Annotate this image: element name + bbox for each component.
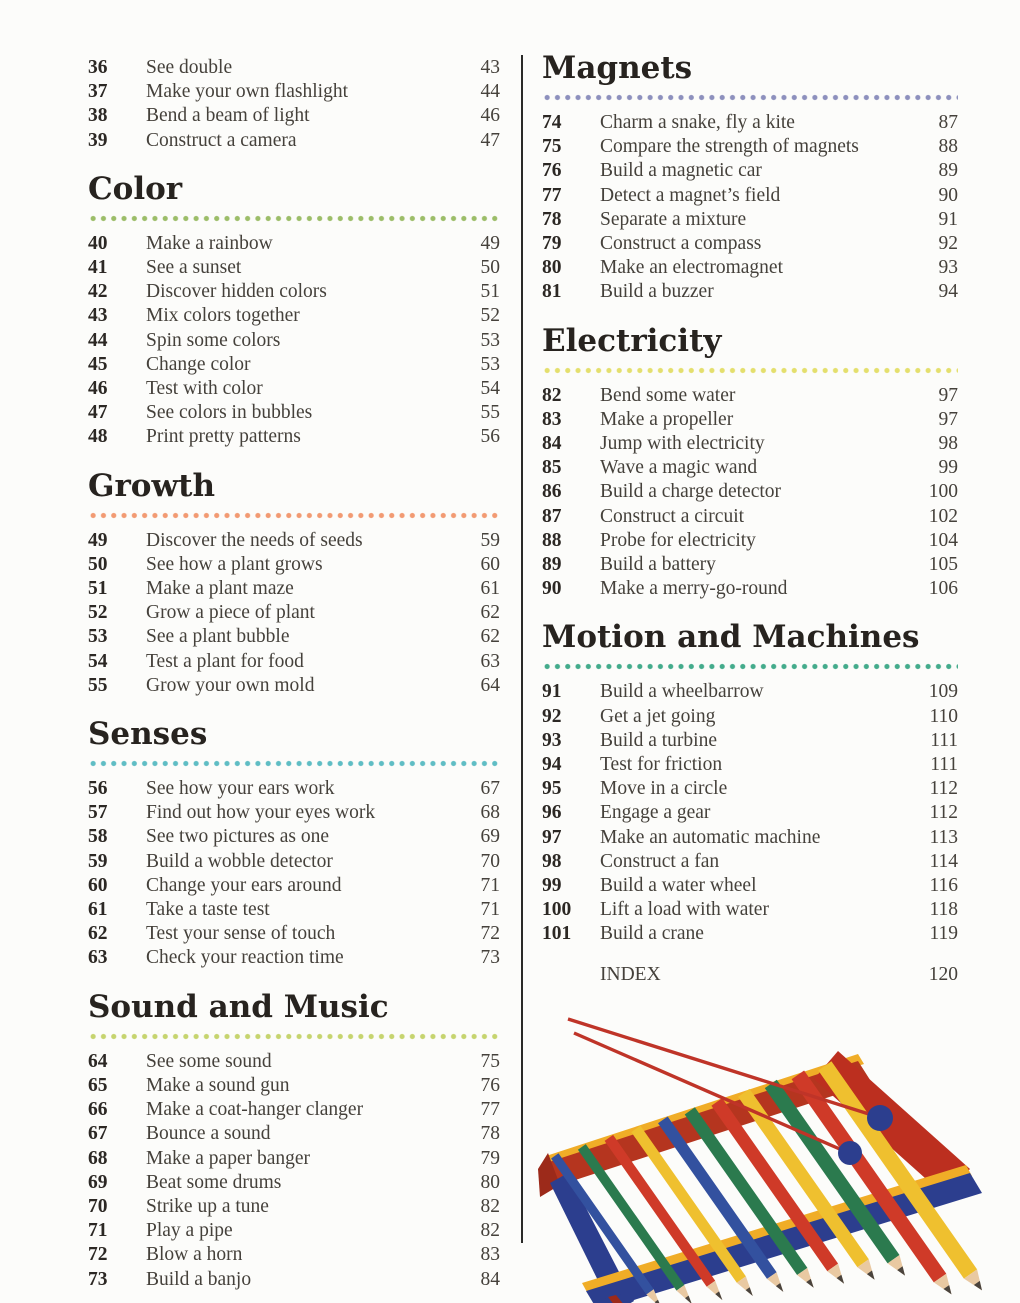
toc-item-page: 99 [938, 457, 958, 479]
toc-item-title: Change your ears around [146, 874, 342, 896]
toc-item-number: 70 [88, 1195, 108, 1217]
toc-item-number: 59 [88, 850, 108, 872]
toc-row [542, 111, 958, 135]
toc-item-title: Play a pipe [146, 1220, 233, 1242]
toc-item-number: 95 [542, 778, 562, 800]
toc-item-title: Compare the strength of magnets [600, 136, 859, 158]
toc-item-page: 55 [480, 402, 500, 424]
toc-item-page: 113 [929, 826, 958, 848]
toc-item-number: 96 [542, 802, 562, 824]
toc-item-title: Move in a circle [600, 778, 728, 800]
toc-item-page: 73 [480, 947, 500, 969]
toc-row [542, 432, 958, 456]
toc-row [542, 256, 958, 280]
toc-item-number: 91 [542, 681, 562, 703]
toc-item-title: Build a crane [600, 923, 704, 945]
toc-item-number: 80 [542, 257, 562, 279]
toc-row [542, 729, 958, 753]
toc-row [542, 232, 958, 256]
toc-item-page: 105 [928, 554, 958, 576]
toc-item-title: Make an automatic machine [600, 826, 821, 848]
toc-item-page: 78 [480, 1123, 500, 1145]
toc-item-title: Make a paper banger [146, 1147, 311, 1169]
toc-item-number: 56 [88, 778, 108, 800]
toc-row [88, 104, 500, 128]
toc-item-number: 48 [88, 426, 108, 448]
toc-item-title: Build a magnetic car [600, 160, 762, 182]
toc-row [542, 826, 958, 850]
toc-item-page: 114 [929, 850, 958, 872]
toc-row [542, 705, 958, 729]
toc-item-number: 97 [542, 826, 562, 848]
toc-item-number: 41 [88, 257, 108, 279]
toc-row [88, 625, 500, 649]
section-heading-magnets: Magnets [542, 50, 693, 86]
toc-item-title: See some sound [146, 1050, 272, 1072]
dotted-rule [88, 215, 500, 222]
toc-row [88, 850, 500, 874]
toc-row [542, 480, 958, 504]
toc-item-number: 78 [542, 208, 562, 230]
toc-row [542, 801, 958, 825]
toc-item-title: See double [146, 57, 233, 78]
toc-item-title: Discover hidden colors [146, 281, 327, 303]
toc-item-title: Discover the needs of seeds [146, 529, 363, 551]
toc-item-page: 46 [480, 105, 500, 127]
toc-row [88, 232, 500, 256]
toc-item-title: Build a turbine [600, 729, 717, 751]
pencil-xylophone-drawing [538, 1001, 990, 1303]
column-divider-rule [521, 55, 523, 1243]
toc-item-title: Build a water wheel [600, 875, 757, 897]
toc-section-electricity [542, 321, 958, 602]
toc-item-number: 54 [88, 650, 108, 672]
section-heading-growth: Growth [88, 467, 216, 504]
dotted-rule [88, 1033, 500, 1040]
toc-item-title: Test a plant for food [146, 650, 304, 672]
toc-item-number: 62 [88, 923, 108, 945]
toc-item-number: 87 [542, 505, 562, 527]
toc-item-number: 88 [542, 529, 562, 551]
toc-row [88, 577, 500, 601]
toc-item-number: 94 [542, 754, 562, 776]
toc-row [542, 680, 958, 704]
toc-item-number: 92 [542, 705, 562, 727]
toc-item-title: Spin some colors [146, 329, 281, 351]
toc-row [88, 553, 500, 577]
section-heading-electricity: Electricity [542, 322, 722, 359]
toc-item-title: Bounce a sound [146, 1123, 271, 1145]
toc-section-sound-and-music [88, 987, 500, 1292]
toc-item-title: Grow a piece of plant [146, 602, 315, 624]
toc-row [88, 1122, 500, 1146]
toc-item-number: 89 [542, 554, 562, 576]
section-heading-senses: Senses [88, 716, 208, 753]
toc-item-title: INDEX [600, 963, 661, 985]
toc-row [542, 384, 958, 408]
toc-item-title: Make a rainbow [146, 232, 273, 254]
toc-item-page: 75 [480, 1050, 500, 1072]
toc-row [88, 377, 500, 401]
toc-item-page: 64 [480, 674, 500, 696]
toc-row [88, 946, 500, 970]
toc-item-number: 100 [542, 899, 572, 921]
toc-row [542, 874, 958, 898]
toc-row [88, 898, 500, 922]
toc-item-title: Separate a mixture [600, 208, 747, 230]
toc-item-number: 83 [542, 408, 562, 430]
toc-row [88, 329, 500, 353]
toc-item-page: 62 [480, 626, 500, 648]
toc-item-number: 38 [88, 105, 108, 127]
toc-item-title: Find out how your eyes work [146, 802, 376, 824]
toc-item-number: 73 [88, 1268, 108, 1290]
toc-item-title: Construct a fan [600, 850, 720, 872]
toc-item-page: 53 [480, 353, 500, 375]
dotted-rule [88, 512, 500, 519]
toc-item-title: Make your own flashlight [146, 81, 349, 103]
toc-item-title: Engage a gear [600, 802, 711, 824]
toc-item-title: Build a banjo [146, 1268, 252, 1290]
toc-row [88, 529, 500, 553]
toc-item-number: 72 [88, 1244, 108, 1266]
toc-column-left [88, 56, 500, 1292]
toc-item-page: 69 [480, 826, 500, 848]
toc-row [88, 425, 500, 449]
toc-item-page: 76 [480, 1074, 500, 1096]
toc-item-number: 37 [88, 81, 108, 103]
toc-item-page: 110 [929, 705, 958, 727]
dotted-rule [88, 760, 500, 767]
toc-item-number: 76 [542, 160, 562, 182]
toc-item-title: See how your ears work [146, 778, 335, 800]
toc-item-number: 49 [88, 529, 108, 551]
toc-section-color [88, 169, 500, 450]
toc-row [542, 922, 958, 946]
toc-row [542, 208, 958, 232]
toc-item-number: 60 [88, 874, 108, 896]
toc-item-number: 64 [88, 1050, 108, 1072]
toc-item-page: 83 [480, 1244, 500, 1266]
toc-item-page: 53 [480, 329, 500, 351]
toc-item-title: Strike up a tune [146, 1195, 269, 1217]
toc-row [88, 353, 500, 377]
toc-item-number: 86 [542, 481, 562, 503]
toc-row [542, 529, 958, 553]
toc-item-page: 62 [480, 602, 500, 624]
toc-item-page: 118 [929, 899, 958, 921]
toc-section-senses [88, 714, 500, 971]
section-heading-sound-and-music: Sound and Music [88, 988, 389, 1025]
toc-item-number: 44 [88, 329, 108, 351]
toc-item-page: 98 [938, 433, 958, 455]
toc-item-title: Make a merry-go-round [600, 578, 788, 600]
toc-item-title: See colors in bubbles [146, 402, 313, 424]
toc-row [88, 1243, 500, 1267]
toc-row [88, 56, 500, 80]
toc-row [88, 129, 500, 153]
toc-item-page: 79 [480, 1147, 500, 1169]
toc-item-title: See a plant bubble [146, 626, 290, 648]
toc-item-page: 120 [928, 963, 958, 985]
dotted-rule [542, 94, 958, 101]
toc-item-page: 51 [480, 281, 500, 303]
toc-item-title: Make a plant maze [146, 578, 294, 600]
toc-item-number: 77 [542, 184, 562, 206]
toc-item-title: Test your sense of touch [146, 923, 336, 945]
toc-item-number: 52 [88, 602, 108, 624]
toc-item-page: 82 [480, 1195, 500, 1217]
toc-item-page: 89 [938, 160, 958, 182]
toc-item-title: Make an electromagnet [600, 257, 783, 279]
toc-row [88, 1268, 500, 1292]
toc-item-page: 49 [480, 232, 500, 254]
toc-item-page: 68 [480, 802, 500, 824]
toc-row [88, 304, 500, 328]
toc-item-page: 50 [480, 257, 500, 279]
toc-row [88, 1098, 500, 1122]
toc-item-page: 47 [480, 129, 500, 151]
toc-item-page: 44 [480, 81, 500, 103]
toc-item-number: 81 [542, 281, 562, 303]
toc-row [542, 159, 958, 183]
toc-row [542, 777, 958, 801]
toc-item-page: 94 [938, 281, 958, 303]
toc-item-title: Build a charge detector [600, 481, 782, 503]
toc-item-number: 53 [88, 626, 108, 648]
toc-item-number: 63 [88, 947, 108, 969]
toc-item-title: Lift a load with water [600, 899, 769, 921]
toc-item-title: Change color [146, 353, 251, 375]
toc-item-title: See how a plant grows [146, 553, 323, 575]
toc-item-title: Test with color [146, 378, 263, 400]
toc-item-number: 69 [88, 1171, 108, 1193]
toc-item-number: 71 [88, 1220, 108, 1242]
toc-row [88, 650, 500, 674]
toc-row [88, 825, 500, 849]
toc-item-number: 39 [88, 129, 108, 151]
toc-row [88, 1147, 500, 1171]
toc-item-page: 90 [938, 184, 958, 206]
toc-item-title: Detect a magnet’s field [600, 184, 781, 206]
toc-item-title: Construct a compass [600, 233, 762, 255]
toc-row [88, 922, 500, 946]
toc-item-title: Charm a snake, fly a kite [600, 112, 795, 133]
toc-row [542, 898, 958, 922]
toc-item-page: 82 [480, 1220, 500, 1242]
toc-item-title: See two pictures as one [146, 826, 330, 848]
toc-row [88, 1050, 500, 1074]
toc-row [88, 1219, 500, 1243]
toc-item-page: 52 [480, 305, 500, 327]
toc-item-number: 82 [542, 384, 562, 406]
toc-item-number: 74 [542, 112, 562, 133]
toc-row [542, 408, 958, 432]
toc-row [542, 505, 958, 529]
toc-row [88, 874, 500, 898]
toc-item-title: Build a battery [600, 554, 716, 576]
toc-item-page: 56 [480, 426, 500, 448]
toc-item-title: Blow a horn [146, 1244, 243, 1266]
toc-item-number: 65 [88, 1074, 108, 1096]
toc-item-number: 61 [88, 899, 108, 921]
toc-item-number: 51 [88, 578, 108, 600]
toc-item-title: Build a wheelbarrow [600, 681, 764, 703]
toc-item-title: Take a taste test [146, 899, 270, 921]
toc-item-page: 72 [480, 923, 500, 945]
toc-item-page: 116 [929, 875, 958, 897]
toc-row [542, 553, 958, 577]
toc-item-number: 57 [88, 802, 108, 824]
toc-item-page: 71 [480, 899, 500, 921]
toc-item-number: 45 [88, 353, 108, 375]
toc-item-number: 85 [542, 457, 562, 479]
toc-item-number: 40 [88, 232, 108, 254]
toc-item-title: Make a coat-hanger clanger [146, 1099, 364, 1121]
toc-item-title: Mix colors together [146, 305, 300, 327]
section-heading-color: Color [88, 170, 183, 207]
toc-item-page: 71 [480, 874, 500, 896]
toc-item-title: Construct a circuit [600, 505, 745, 527]
toc-item-page: 112 [929, 778, 958, 800]
toc-item-title: Bend some water [600, 384, 736, 406]
toc-section-untitled [542, 963, 958, 987]
toc-item-page: 80 [480, 1171, 500, 1193]
toc-item-title: Wave a magic wand [600, 457, 758, 479]
toc-item-page: 67 [480, 778, 500, 800]
toc-row [88, 601, 500, 625]
toc-item-title: Get a jet going [600, 705, 716, 727]
toc-item-title: Bend a beam of light [146, 105, 310, 127]
toc-item-title: Build a buzzer [600, 281, 714, 303]
toc-item-title: Grow your own mold [146, 674, 315, 696]
toc-row [88, 674, 500, 698]
toc-row [542, 753, 958, 777]
toc-section-motion-and-machines [542, 617, 958, 946]
toc-item-page: 111 [930, 754, 958, 776]
toc-item-title: Check your reaction time [146, 947, 344, 969]
toc-item-title: Probe for electricity [600, 529, 756, 551]
toc-row [88, 1195, 500, 1219]
toc-item-page: 63 [480, 650, 500, 672]
toc-row [542, 577, 958, 601]
toc-row [88, 256, 500, 280]
toc-item-number: 90 [542, 578, 562, 600]
toc-item-number: 47 [88, 402, 108, 424]
toc-item-number: 68 [88, 1147, 108, 1169]
toc-item-title: Build a wobble detector [146, 850, 333, 872]
toc-item-number: 36 [88, 57, 108, 78]
toc-item-page: 77 [480, 1099, 500, 1121]
pencil-xylophone-photo [538, 1001, 958, 1303]
toc-item-title: Jump with electricity [600, 433, 765, 455]
toc-item-page: 91 [938, 208, 958, 230]
toc-row [542, 135, 958, 159]
toc-section-untitled [88, 56, 500, 153]
toc-row [542, 456, 958, 480]
toc-row [88, 80, 500, 104]
toc-row [88, 1171, 500, 1195]
toc-item-title: Beat some drums [146, 1171, 282, 1193]
toc-item-page: 59 [480, 529, 500, 551]
toc-item-page: 119 [929, 923, 958, 945]
toc-item-number: 99 [542, 875, 562, 897]
toc-item-number: 46 [88, 378, 108, 400]
toc-item-page: 88 [938, 136, 958, 158]
toc-item-page: 60 [480, 553, 500, 575]
dotted-rule [542, 663, 958, 670]
toc-row [88, 280, 500, 304]
toc-item-page: 112 [929, 802, 958, 824]
toc-item-title: Print pretty patterns [146, 426, 301, 448]
dotted-rule [542, 367, 958, 374]
toc-item-page: 92 [938, 233, 958, 255]
toc-item-number: 84 [542, 433, 562, 455]
toc-item-page: 54 [480, 378, 500, 400]
toc-item-page: 43 [480, 57, 500, 78]
toc-item-page: 70 [480, 850, 500, 872]
section-heading-motion-and-machines: Motion and Machines [542, 619, 920, 656]
toc-item-page: 111 [930, 729, 958, 751]
toc-item-page: 104 [928, 529, 958, 551]
toc-item-number: 101 [542, 923, 572, 945]
toc-item-number: 98 [542, 850, 562, 872]
toc-section-magnets [542, 48, 958, 305]
toc-row [88, 777, 500, 801]
toc-item-page: 84 [480, 1268, 500, 1290]
toc-row [542, 963, 958, 987]
toc-item-title: See a sunset [146, 257, 242, 279]
toc-item-number: 93 [542, 729, 562, 751]
toc-item-number: 67 [88, 1123, 108, 1145]
toc-row [88, 801, 500, 825]
toc-column-right [542, 48, 958, 1303]
toc-item-number: 55 [88, 674, 108, 696]
toc-item-page: 109 [928, 681, 958, 703]
toc-item-number: 79 [542, 233, 562, 255]
toc-item-page: 102 [928, 505, 958, 527]
toc-item-page: 61 [480, 578, 500, 600]
toc-row [542, 850, 958, 874]
toc-section-growth [88, 466, 500, 698]
toc-item-title: Construct a camera [146, 129, 297, 151]
toc-item-number: 75 [542, 136, 562, 158]
toc-item-number: 50 [88, 553, 108, 575]
toc-item-page: 97 [938, 384, 958, 406]
toc-item-page: 93 [938, 257, 958, 279]
toc-item-number: 42 [88, 281, 108, 303]
toc-item-page: 100 [928, 481, 958, 503]
toc-item-number: 43 [88, 305, 108, 327]
toc-item-number: 58 [88, 826, 108, 848]
toc-row [542, 184, 958, 208]
toc-row [88, 401, 500, 425]
toc-item-page: 97 [938, 408, 958, 430]
toc-item-page: 87 [938, 112, 958, 133]
toc-item-title: Test for friction [600, 754, 723, 776]
toc-row [542, 280, 958, 304]
toc-item-title: Make a propeller [600, 408, 734, 430]
toc-item-page: 106 [928, 578, 958, 600]
toc-item-title: Make a sound gun [146, 1074, 290, 1096]
toc-row [88, 1074, 500, 1098]
toc-item-number: 66 [88, 1099, 108, 1121]
